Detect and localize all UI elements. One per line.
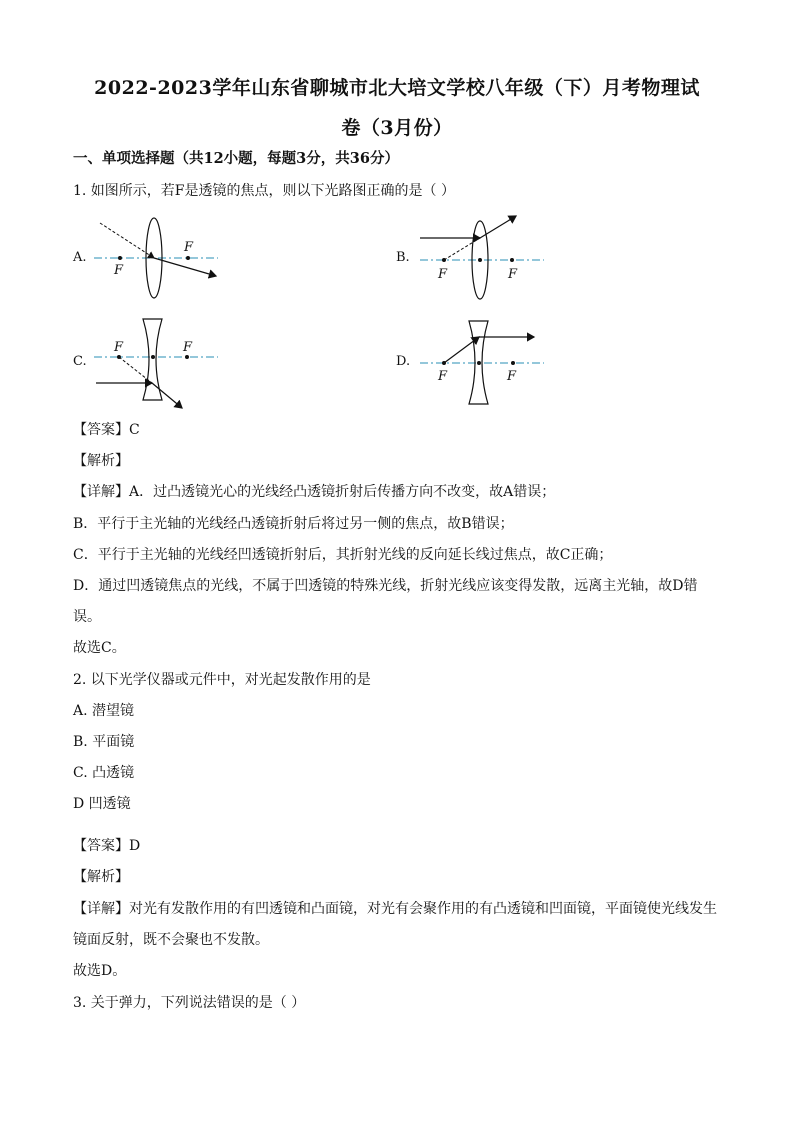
section-heading: 一、单项选择题（共12小题，每题3分，共36分） xyxy=(73,150,399,167)
q1-answer: 【答案】C xyxy=(73,422,140,438)
focus-label: F xyxy=(438,369,448,384)
q1-option-c-label: C. xyxy=(73,354,87,369)
q2-option-c: C. 凸透镜 xyxy=(73,765,135,781)
q2-stem: 2. 以下光学仪器或元件中，对光起发散作用的是 xyxy=(73,672,371,688)
q2-answer: 【答案】D xyxy=(73,838,141,854)
q2-detail-line: 【详解】对光有发散作用的有凹透镜和凸面镜，对光有会聚作用的有凸透镜和凹面镜，平面镜使光线发生 xyxy=(73,901,717,917)
q1-analysis: 【解析】 xyxy=(73,453,129,469)
q1-option-b-label: B. xyxy=(396,250,410,265)
q1-detail-line: 【详解】A．过凸透镜光心的光线经凸透镜折射后传播方向不改变，故A错误； xyxy=(73,484,556,500)
q1-figure-a-convex-lens xyxy=(90,215,230,305)
q2-option-d: D 凹透镜 xyxy=(73,796,131,812)
q2-option-b: B. 平面镜 xyxy=(73,734,135,750)
q1-detail-line: C．平行于主光轴的光线经凹透镜折射后，其折射光线的反向延长线过焦点，故C正确； xyxy=(73,547,613,563)
q1-detail-line: B．平行于主光轴的光线经凸透镜折射后将过另一侧的焦点，故B错误； xyxy=(73,516,514,532)
q2-detail-line: 镜面反射，既不会聚也不发散。 xyxy=(73,932,269,948)
q1-figure-d-concave-lens xyxy=(416,318,556,408)
q2-analysis: 【解析】 xyxy=(73,869,129,885)
focus-label: F xyxy=(184,240,194,255)
q1-figure-b-convex-lens xyxy=(416,215,556,305)
q1-option-d-label: D. xyxy=(396,354,411,369)
q1-option-a-label: A. xyxy=(73,250,87,265)
paper-title-line2: 卷（3月份） xyxy=(341,117,453,139)
focus-label: F xyxy=(114,263,124,278)
q1-figure-c-concave-lens xyxy=(90,316,230,416)
q2-conclusion: 故选D。 xyxy=(73,963,127,979)
focus-label: F xyxy=(507,369,517,384)
q1-stem: 1. 如图所示，若F是透镜的焦点，则以下光路图正确的是（ ） xyxy=(73,183,455,199)
q3-stem: 3. 关于弹力，下列说法错误的是（ ） xyxy=(73,995,306,1011)
q1-detail-line: 误。 xyxy=(73,609,101,625)
paper-title-line1: 2022-2023学年山东省聊城市北大培文学校八年级（下）月考物理试 xyxy=(94,77,700,99)
q1-conclusion: 故选C。 xyxy=(73,640,126,656)
focus-label: F xyxy=(508,267,518,282)
focus-label: F xyxy=(438,267,448,282)
q1-detail-line: D．通过凹透镜焦点的光线，不属于凹透镜的特殊光线，折射光线应该变得发散，远离主光轴，故D错 xyxy=(73,578,698,594)
focus-label: F xyxy=(114,340,124,355)
focus-label: F xyxy=(183,340,193,355)
q2-option-a: A. 潜望镜 xyxy=(73,703,135,719)
